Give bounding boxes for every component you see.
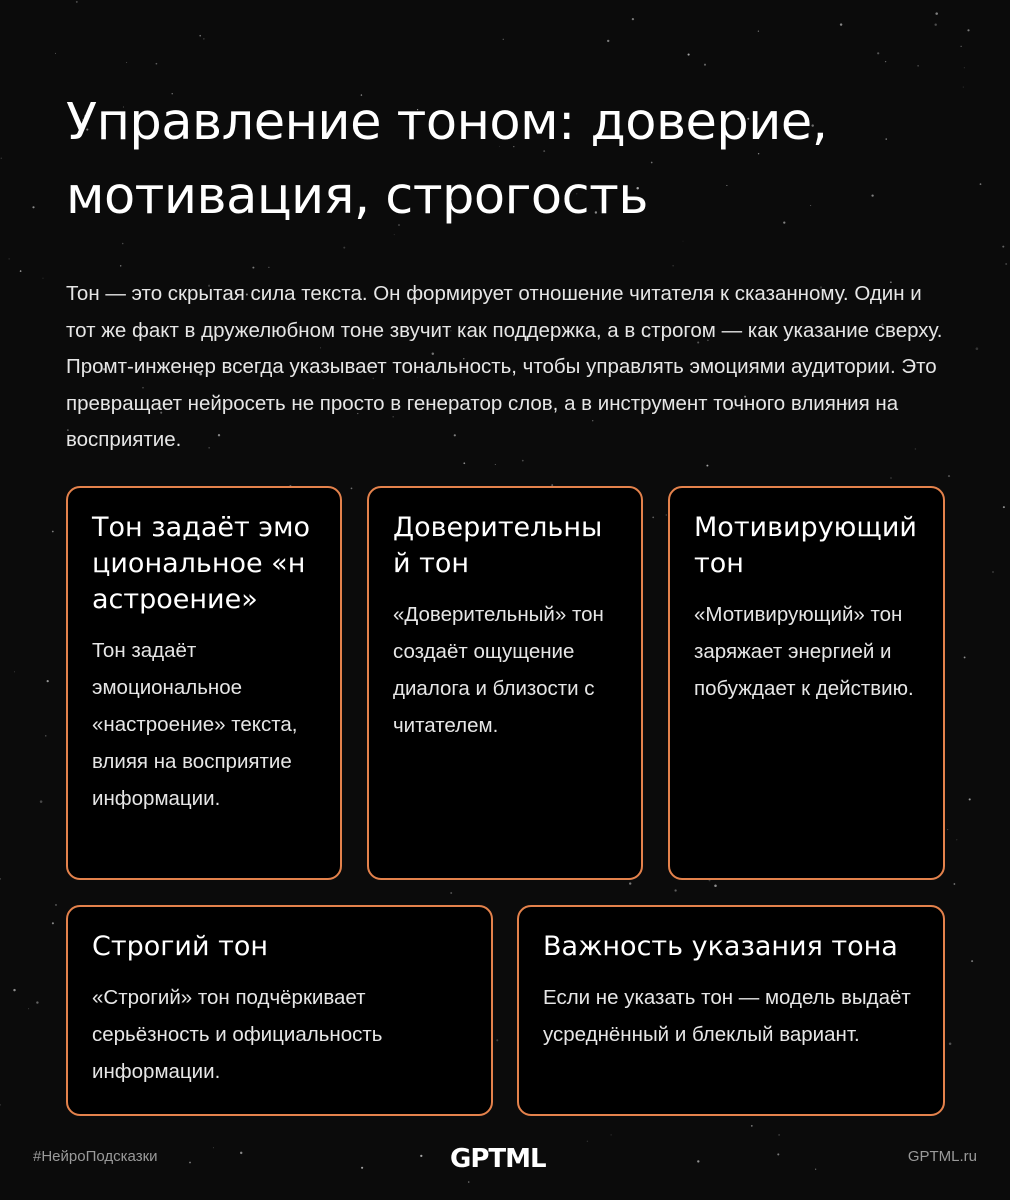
star-dot xyxy=(203,38,204,39)
star-dot xyxy=(964,656,966,658)
star-dot xyxy=(42,278,43,279)
star-dot xyxy=(47,680,49,682)
star-dot xyxy=(949,1042,952,1045)
star-dot xyxy=(55,904,56,905)
star-dot xyxy=(9,258,10,259)
star-dot xyxy=(268,267,269,268)
star-dot xyxy=(674,889,676,891)
card-emotional-mood xyxy=(66,486,342,880)
star-dot xyxy=(815,1169,816,1170)
card-body: «Мотивирующий» тон заряжает энергией и побуждает к действию. xyxy=(694,603,914,700)
star-dot xyxy=(683,241,684,242)
star-dot xyxy=(20,270,22,272)
card-heading: Мотивирующий тон xyxy=(694,512,917,579)
star-dot xyxy=(1005,263,1007,265)
star-dot xyxy=(778,1134,780,1136)
star-dot xyxy=(629,882,631,884)
star-dot xyxy=(961,46,962,47)
star-dot xyxy=(885,61,886,62)
star-dot xyxy=(917,65,918,66)
star-dot xyxy=(40,800,43,803)
star-dot xyxy=(607,40,609,42)
star-dot xyxy=(55,53,56,54)
star-dot xyxy=(652,517,654,519)
star-dot xyxy=(240,1152,242,1154)
star-dot xyxy=(0,1104,1,1105)
star-dot xyxy=(1003,506,1005,508)
star-dot xyxy=(0,878,1,880)
card-body: Если не указать тон — модель выдаёт усреднённый и блеклый вариант. xyxy=(543,986,911,1046)
star-dot xyxy=(496,1039,498,1041)
card-motivating-tone xyxy=(668,486,945,880)
star-dot xyxy=(976,347,979,350)
star-dot xyxy=(947,829,948,830)
star-dot xyxy=(954,883,956,885)
star-dot xyxy=(688,54,690,56)
star-dot xyxy=(252,267,254,269)
star-dot xyxy=(714,884,717,887)
intro-paragraph: Тон — это скрытая сила текста. Он формирует отношение читателя к сказанному. Один и тот же факт в дружелюбном тоне звучит как поддержка, а в строгом — как указание сверху. Промт-инженер всегда указывает тональность, чтобы управлять эмоциями аудитории. Это превращает нейросеть не просто в генератор слов, а в инструмент точного влияния на восприятие. xyxy=(66,282,943,451)
star-dot xyxy=(503,39,504,40)
star-dot xyxy=(980,183,982,185)
star-dot xyxy=(351,488,353,490)
star-dot xyxy=(14,672,15,673)
star-dot xyxy=(934,23,936,25)
page-title: Управление тоном: доверие, мотивация, строгость xyxy=(66,93,828,226)
star-dot xyxy=(948,475,950,477)
star-dot xyxy=(343,247,345,249)
star-dot xyxy=(420,1155,422,1157)
star-dot xyxy=(45,735,46,736)
star-dot xyxy=(13,989,15,991)
star-dot xyxy=(777,1153,779,1155)
card-heading: Тон задаёт эмоциональное «настроение» xyxy=(92,512,310,615)
star-dot xyxy=(213,1147,214,1148)
card-heading: Важность указания тона xyxy=(543,931,898,962)
star-dot xyxy=(697,1160,699,1162)
star-dot xyxy=(632,18,634,20)
star-dot xyxy=(971,960,973,962)
card-trusting-tone xyxy=(367,486,643,880)
star-dot xyxy=(468,1181,470,1183)
star-dot xyxy=(361,1167,363,1169)
star-dot xyxy=(36,1001,38,1003)
star-dot xyxy=(992,571,993,572)
footer-hashtag: #НейроПодсказки xyxy=(33,1148,158,1165)
star-dot xyxy=(189,1162,191,1164)
star-dot xyxy=(751,1125,753,1127)
star-dot xyxy=(156,63,158,65)
star-dot xyxy=(495,464,496,465)
card-body: Тон задаёт эмоциональное «настроение» текста, влияя на восприятие информации. xyxy=(92,639,298,810)
card-tone-importance xyxy=(517,905,945,1116)
star-dot xyxy=(956,839,957,840)
star-dot xyxy=(1002,246,1004,248)
star-dot xyxy=(890,477,891,478)
gptml-logo xyxy=(450,1142,562,1172)
star-dot xyxy=(126,62,127,63)
star-dot xyxy=(1,157,3,159)
star-dot xyxy=(666,515,667,516)
star-dot xyxy=(704,64,706,66)
star-dot xyxy=(32,206,34,208)
star-dot xyxy=(450,892,452,894)
star-dot xyxy=(394,234,395,235)
star-dot xyxy=(611,1134,612,1135)
star-dot xyxy=(672,265,673,266)
star-dot xyxy=(840,23,842,25)
star-dot xyxy=(877,52,879,54)
star-dot xyxy=(969,798,971,800)
star-dot xyxy=(522,460,524,462)
card-strict-tone xyxy=(66,905,493,1116)
star-dot xyxy=(964,67,965,68)
logo-text: GPTML xyxy=(450,1144,546,1172)
star-dot xyxy=(199,35,201,37)
card-heading: Доверительный тон xyxy=(393,512,603,579)
card-heading: Строгий тон xyxy=(92,931,269,962)
star-dot xyxy=(463,462,465,464)
star-dot xyxy=(122,243,124,245)
star-dot xyxy=(52,922,54,924)
footer-site-link[interactable]: GPTML.ru xyxy=(907,1148,977,1165)
star-dot xyxy=(935,12,938,15)
card-body: «Строгий» тон подчёркивает серьёзность и официальность информации. xyxy=(92,986,383,1083)
star-dot xyxy=(587,1141,588,1142)
star-dot xyxy=(706,465,708,467)
star-dot xyxy=(52,531,54,533)
star-dot xyxy=(758,31,759,32)
star-dot xyxy=(120,265,121,266)
star-dot xyxy=(28,1008,29,1009)
star-dot xyxy=(76,1,78,3)
card-body: «Доверительный» тон создаёт ощущение диалога и близости с читателем. xyxy=(393,603,604,737)
star-dot xyxy=(967,29,969,31)
